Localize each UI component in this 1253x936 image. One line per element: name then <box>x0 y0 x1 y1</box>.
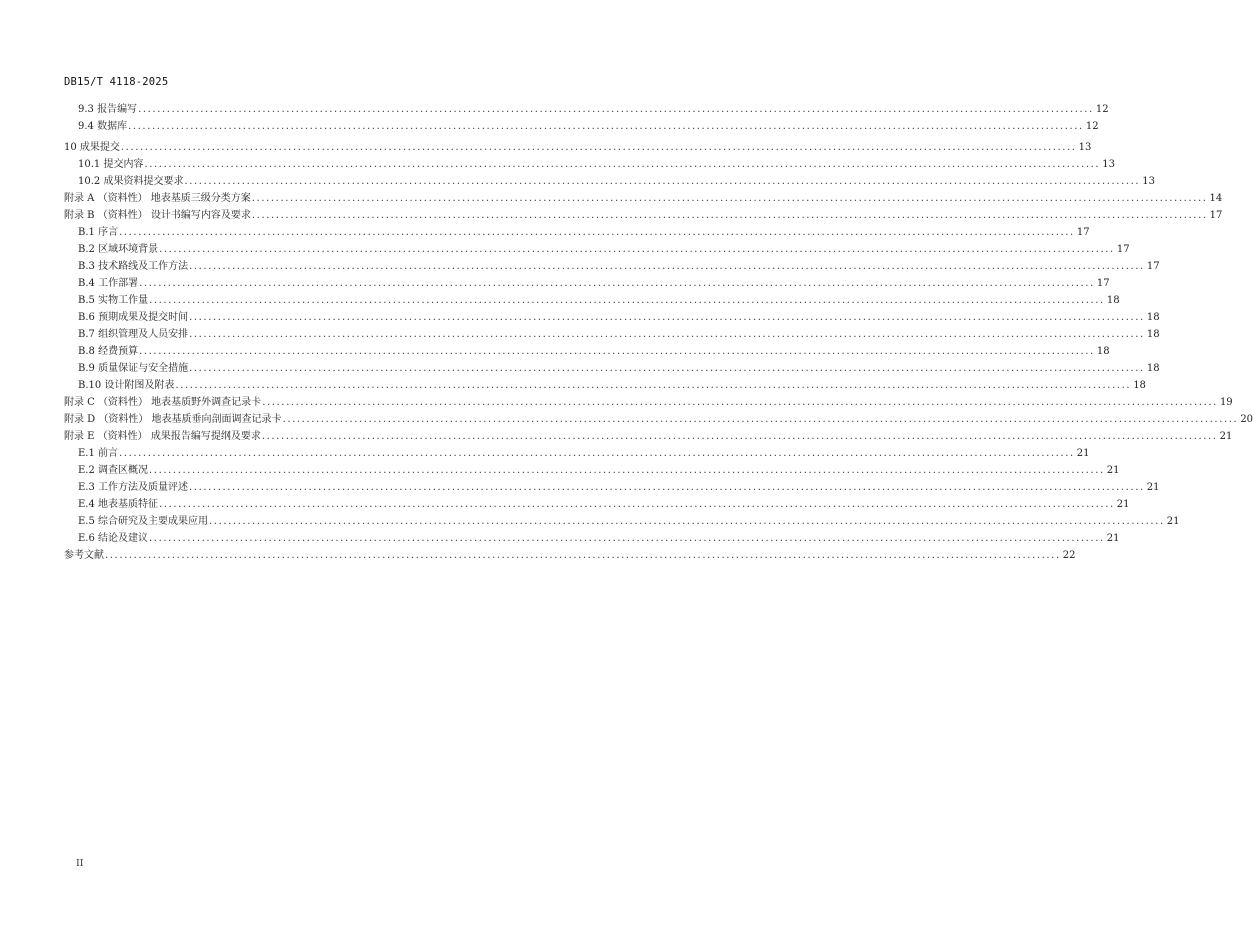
toc-entry-b-3[interactable] <box>78 259 1160 275</box>
toc-entry-10[interactable] <box>64 140 1092 156</box>
toc-entry-page: 21 <box>1076 448 1090 459</box>
toc-entry-e-3[interactable] <box>78 480 1160 496</box>
toc-entry-page: 18 <box>1146 329 1160 340</box>
toc-entry-label: E.2 调查区概况 <box>78 465 149 476</box>
toc-entry-label: 附录 C （资料性） 地表基质野外调查记录卡 <box>64 397 262 408</box>
toc-entry-b-4[interactable] <box>78 276 1110 292</box>
toc-entry-10-1[interactable] <box>78 157 1115 173</box>
toc-entry-label: 附录 E （资料性） 成果报告编写提纲及要求 <box>64 431 261 442</box>
toc-entry-label: B.8 经费预算 <box>78 346 139 357</box>
document-id-header: DB15/T 4118-2025 <box>64 76 169 88</box>
toc-entry-references[interactable] <box>64 548 1076 564</box>
toc-leader-dots: ........................................................................................................................................................................................................ <box>189 482 1145 493</box>
toc-leader-dots: ........................................................................................................................................................................................................ <box>119 227 1075 238</box>
toc-entry-label: B.10 设计附图及附表 <box>78 380 175 391</box>
toc-entry-label: E.5 综合研究及主要成果应用 <box>78 516 209 527</box>
toc-entry-label: B.3 技术路线及工作方法 <box>78 261 189 272</box>
toc-leader-dots: ........................................................................................................................................................................................................ <box>189 329 1145 340</box>
toc-leader-dots: ........................................................................................................................................................................................................ <box>149 295 1105 306</box>
toc-entry-page: 21 <box>1219 431 1233 442</box>
toc-leader-dots: ........................................................................................................................................................................................................ <box>189 363 1145 374</box>
toc-entry-label: 附录 A （资料性） 地表基质三级分类方案 <box>64 193 251 204</box>
toc-entry-label: 10.2 成果资料提交要求 <box>78 176 184 187</box>
toc-entry-e-2[interactable] <box>78 463 1120 479</box>
toc-entry-page: 21 <box>1106 465 1120 476</box>
toc-entry-e-4[interactable] <box>78 497 1130 513</box>
toc-entry-b-8[interactable] <box>78 344 1110 360</box>
toc-leader-dots: ........................................................................................................................................................................................................ <box>139 278 1095 289</box>
toc-leader-dots: ........................................................................................................................................................................................................ <box>262 397 1218 408</box>
toc-entry-page: 22 <box>1062 550 1076 561</box>
toc-entry-label: 附录 B （资料性） 设计书编写内容及要求 <box>64 210 251 221</box>
toc-entry-page: 17 <box>1076 227 1090 238</box>
toc-entry-page: 17 <box>1096 278 1110 289</box>
toc-leader-dots: ........................................................................................................................................................................................................ <box>128 121 1084 132</box>
toc-entry-e-5[interactable] <box>78 514 1180 530</box>
toc-entry-page: 18 <box>1106 295 1120 306</box>
toc-entry-label: B.9 质量保证与安全措施 <box>78 363 189 374</box>
toc-entry-appendix-a[interactable] <box>64 191 1223 207</box>
toc-entry-b-2[interactable] <box>78 242 1130 258</box>
toc-entry-label: B.2 区域环境背景 <box>78 244 159 255</box>
toc-leader-dots: ........................................................................................................................................................................................................ <box>120 142 1077 153</box>
toc-entry-10-2[interactable] <box>78 174 1155 190</box>
toc-leader-dots: ........................................................................................................................................................................................................ <box>149 533 1105 544</box>
page-number: II <box>76 858 84 869</box>
toc-entry-label: 10.1 提交内容 <box>78 159 144 170</box>
toc-leader-dots: ........................................................................................................................................................................................................ <box>144 159 1101 170</box>
toc-leader-dots: ........................................................................................................................................................................................................ <box>189 261 1145 272</box>
toc-entry-9-3[interactable] <box>78 102 1109 118</box>
toc-entry-9-4[interactable] <box>78 119 1099 135</box>
toc-entry-page: 13 <box>1102 159 1115 170</box>
toc-leader-dots: ........................................................................................................................................................................................................ <box>159 244 1115 255</box>
toc-entry-page: 17 <box>1209 210 1223 221</box>
toc-entry-label: 10 成果提交 <box>64 142 120 153</box>
toc-entry-label: E.3 工作方法及质量评述 <box>78 482 189 493</box>
toc-entry-label: B.6 预期成果及提交时间 <box>78 312 189 323</box>
toc-entry-page: 13 <box>1142 176 1155 187</box>
toc-entry-appendix-b[interactable] <box>64 208 1223 224</box>
toc-entry-page: 20 <box>1240 414 1253 425</box>
toc-entry-page: 19 <box>1219 397 1233 408</box>
toc-entry-b-6[interactable] <box>78 310 1160 326</box>
toc-entry-b-10[interactable] <box>78 378 1146 394</box>
toc-entry-e-6[interactable] <box>78 531 1120 547</box>
toc-leader-dots: ........................................................................................................................................................................................................ <box>139 346 1095 357</box>
toc-leader-dots: ........................................................................................................................................................................................................ <box>189 312 1145 323</box>
toc-entry-page: 18 <box>1146 312 1160 323</box>
toc-entry-label: B.5 实物工作量 <box>78 295 149 306</box>
toc-entry-label: 参考文献 <box>64 550 104 561</box>
toc-entry-label: E.1 前言 <box>78 448 119 459</box>
toc-entry-page: 17 <box>1116 244 1130 255</box>
toc-entry-label: E.6 结论及建议 <box>78 533 149 544</box>
toc-entry-label: E.4 地表基质特征 <box>78 499 159 510</box>
toc-entry-page: 13 <box>1078 142 1092 153</box>
toc-entry-label: 9.3 报告编写 <box>78 104 138 115</box>
toc-entry-appendix-d[interactable] <box>64 412 1253 428</box>
toc-entry-page: 18 <box>1146 363 1160 374</box>
toc-entry-label: B.1 序言 <box>78 227 119 238</box>
toc-entry-b-5[interactable] <box>78 293 1120 309</box>
toc-entry-b-9[interactable] <box>78 361 1160 377</box>
toc-entry-page: 21 <box>1106 533 1120 544</box>
toc-entry-appendix-e[interactable] <box>64 429 1233 445</box>
toc-entry-label: B.7 组织管理及人员安排 <box>78 329 189 340</box>
toc-leader-dots: ........................................................................................................................................................................................................ <box>105 550 1061 561</box>
toc-leader-dots: ........................................................................................................................................................................................................ <box>184 176 1141 187</box>
toc-entry-label: B.4 工作部署 <box>78 278 139 289</box>
toc-leader-dots: ........................................................................................................................................................................................................ <box>251 193 1208 204</box>
toc-leader-dots: ........................................................................................................................................................................................................ <box>209 516 1165 527</box>
toc-entry-page: 12 <box>1085 121 1099 132</box>
toc-leader-dots: ........................................................................................................................................................................................................ <box>282 414 1239 425</box>
toc-entry-page: 21 <box>1116 499 1130 510</box>
toc-entry-b-1[interactable] <box>78 225 1090 241</box>
toc-leader-dots: ........................................................................................................................................................................................................ <box>159 499 1115 510</box>
toc-leader-dots: ........................................................................................................................................................................................................ <box>261 431 1218 442</box>
toc-entry-b-7[interactable] <box>78 327 1160 343</box>
toc-entry-page: 21 <box>1146 482 1160 493</box>
toc-leader-dots: ........................................................................................................................................................................................................ <box>251 210 1208 221</box>
toc-entry-label: 附录 D （资料性） 地表基质垂向剖面调查记录卡 <box>64 414 282 425</box>
toc-leader-dots: ........................................................................................................................................................................................................ <box>175 380 1132 391</box>
toc-leader-dots: ........................................................................................................................................................................................................ <box>119 448 1075 459</box>
toc-entry-page: 14 <box>1209 193 1223 204</box>
toc-entry-page: 21 <box>1166 516 1180 527</box>
toc-entry-appendix-c[interactable] <box>64 395 1233 411</box>
toc-entry-page: 18 <box>1096 346 1110 357</box>
toc-leader-dots: ........................................................................................................................................................................................................ <box>149 465 1105 476</box>
toc-entry-label: 9.4 数据库 <box>78 121 128 132</box>
toc-entry-page: 17 <box>1146 261 1160 272</box>
toc-leader-dots: ........................................................................................................................................................................................................ <box>138 104 1094 115</box>
toc-entry-e-1[interactable] <box>78 446 1090 462</box>
toc-entry-page: 12 <box>1095 104 1109 115</box>
toc-entry-page: 18 <box>1133 380 1146 391</box>
